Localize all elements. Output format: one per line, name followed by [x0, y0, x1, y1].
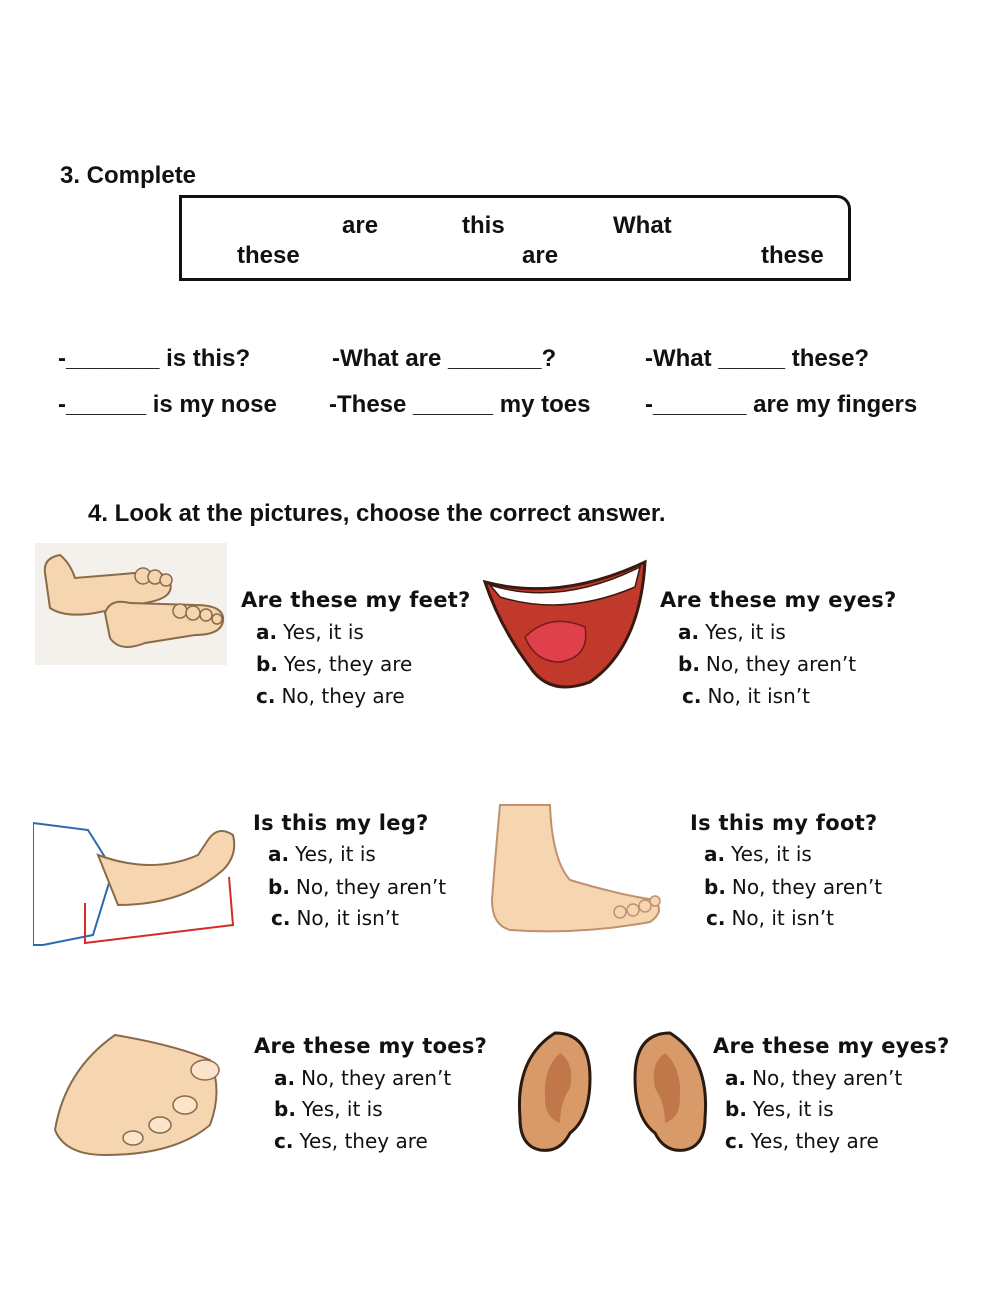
answer-option[interactable] [678, 620, 786, 644]
fill-sentence: -These ______ my toes [329, 391, 591, 418]
question: Is this my leg? [253, 811, 429, 835]
option-text: Yes, they are [750, 1129, 879, 1153]
answer-option[interactable] [274, 1129, 428, 1153]
option-letter: c. [271, 906, 291, 930]
option-text: Yes, it is [752, 1097, 834, 1121]
answer-option[interactable] [268, 842, 376, 866]
option-text: Yes, it is [705, 620, 786, 644]
option-letter: b. [704, 875, 726, 899]
section-3-heading: 3. Complete [60, 162, 197, 189]
option-letter: c. [682, 684, 702, 708]
option-letter: a. [256, 620, 278, 644]
option-text: No, it isn’t [731, 906, 834, 930]
foot-picture [490, 800, 668, 936]
word-box-word: are [522, 242, 559, 269]
answer-option[interactable] [678, 652, 856, 676]
option-letter: c. [256, 684, 276, 708]
question: Are these my toes? [254, 1034, 488, 1058]
option-text: No, it isn’t [296, 906, 399, 930]
option-letter: a. [268, 842, 290, 866]
question: Are these my eyes? [713, 1034, 950, 1058]
fill-sentence: -What _____ these? [645, 345, 870, 372]
answer-option[interactable] [725, 1097, 834, 1121]
answer-option[interactable] [704, 842, 812, 866]
answer-option[interactable] [274, 1097, 383, 1121]
option-letter: b. [268, 875, 290, 899]
option-text: No, they aren’t [731, 875, 883, 899]
fill-sentence: -______ is my nose [58, 391, 277, 418]
question: Is this my foot? [690, 811, 878, 835]
feet-picture [35, 543, 227, 665]
option-text: No, they aren’t [705, 652, 857, 676]
question: Are these my feet? [241, 588, 471, 612]
word-box-word: this [462, 212, 505, 239]
question: Are these my eyes? [660, 588, 897, 612]
option-letter: a. [704, 842, 726, 866]
option-text: Yes, they are [283, 652, 413, 676]
answer-option[interactable] [706, 906, 834, 930]
answer-option[interactable] [725, 1066, 902, 1090]
answer-option[interactable] [725, 1129, 879, 1153]
word-box-word: are [342, 212, 379, 239]
answer-option[interactable] [256, 684, 405, 708]
word-box [179, 195, 851, 281]
option-letter: b. [678, 652, 700, 676]
answer-option[interactable] [274, 1066, 451, 1090]
arm-picture [33, 815, 243, 950]
answer-option[interactable] [256, 620, 364, 644]
option-letter: c. [706, 906, 726, 930]
option-text: Yes, it is [731, 842, 812, 866]
option-letter: a. [725, 1066, 747, 1090]
option-text: No, it isn’t [707, 684, 810, 708]
word-box-word: What [613, 212, 672, 239]
option-letter: b. [725, 1097, 747, 1121]
fill-sentence: -_______ is this? [58, 345, 251, 372]
fill-sentence: -_______ are my fingers [645, 391, 918, 418]
option-letter: b. [274, 1097, 296, 1121]
option-text: Yes, it is [301, 1097, 383, 1121]
answer-option[interactable] [271, 906, 399, 930]
word-box-word: these [237, 242, 300, 269]
option-text: Yes, it is [295, 842, 376, 866]
option-letter: a. [274, 1066, 296, 1090]
mouth-picture [480, 557, 652, 692]
option-text: Yes, it is [283, 620, 364, 644]
answer-option[interactable] [682, 684, 810, 708]
option-text: Yes, they are [299, 1129, 428, 1153]
option-text: No, they aren’t [301, 1066, 452, 1090]
option-letter: a. [678, 620, 700, 644]
option-letter: c. [274, 1129, 294, 1153]
option-text: No, they aren’t [295, 875, 447, 899]
answer-option[interactable] [268, 875, 446, 899]
option-text: No, they are [281, 684, 405, 708]
answer-option[interactable] [704, 875, 882, 899]
fill-sentence: -What are _______? [332, 345, 557, 372]
word-box-word: these [761, 242, 824, 269]
option-letter: b. [256, 652, 278, 676]
ears-picture [515, 1028, 710, 1158]
toes-picture [45, 1030, 225, 1157]
option-text: No, they aren’t [752, 1066, 903, 1090]
option-letter: c. [725, 1129, 745, 1153]
answer-option[interactable] [256, 652, 412, 676]
section-4-heading: 4. Look at the pictures, choose the correct answer. [88, 500, 666, 527]
